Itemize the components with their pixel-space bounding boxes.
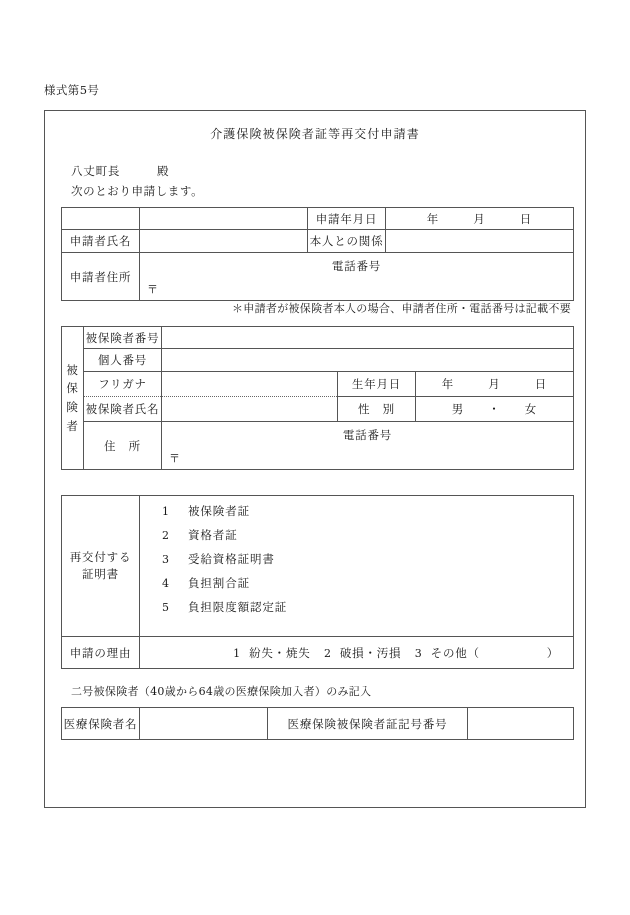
addressee-name: 八丈町長 xyxy=(71,164,121,178)
application-date-value[interactable] xyxy=(386,208,574,230)
applicant-table xyxy=(61,207,574,301)
reason-option-2-label[interactable]: 破損・汚損 xyxy=(339,645,402,660)
spacer-cell xyxy=(62,208,140,230)
certificate-label-line2: 証明書 xyxy=(82,567,119,581)
insured-vertical-label-text-2: 保 xyxy=(66,381,79,396)
furigana-input[interactable] xyxy=(162,372,338,397)
medical-card-number-label: 医療保険被保険者証記号番号 xyxy=(268,708,468,740)
personal-number-label: 個人番号 xyxy=(84,349,162,372)
birth-month-label: 月 xyxy=(488,377,501,391)
applicant-name-input[interactable] xyxy=(140,230,308,253)
spacer-cell xyxy=(140,208,308,230)
certificate-option-3[interactable] xyxy=(162,554,573,578)
lead-line: 次のとおり申請します。 xyxy=(71,184,204,198)
relationship-label: 本人との関係 xyxy=(308,230,386,253)
table-row xyxy=(62,349,574,372)
reason-option-3-number: 3 xyxy=(414,646,422,660)
table-row xyxy=(62,327,574,349)
gender-value[interactable] xyxy=(416,397,574,422)
certificate-option-1[interactable] xyxy=(162,506,573,530)
second-insured-note: 二号被保険者（40歳から64歳の医療保険加入者）のみ記入 xyxy=(71,685,372,698)
option-number: 3 xyxy=(162,553,169,566)
furigana-label: フリガナ xyxy=(84,372,162,397)
option-label: 受給資格証明書 xyxy=(188,552,275,566)
table-row xyxy=(62,253,574,301)
birth-day-label: 日 xyxy=(534,377,548,391)
insured-phone-label: 電話番号 xyxy=(342,427,393,442)
option-label: 負担限度額認定証 xyxy=(188,600,288,614)
option-label: 資格者証 xyxy=(188,528,238,542)
insured-number-label: 被保険者番号 xyxy=(84,327,162,349)
insured-number-boxes[interactable] xyxy=(162,327,574,349)
table-row xyxy=(62,230,574,253)
table-row xyxy=(62,637,574,669)
medical-insurer-name-input[interactable] xyxy=(140,708,268,740)
certificate-label-line1: 再交付する xyxy=(69,549,132,564)
table-row xyxy=(62,372,574,397)
option-number: 4 xyxy=(162,577,169,590)
date-year-label: 年 xyxy=(426,211,440,226)
insured-vertical-label xyxy=(62,327,84,470)
applicant-address-input[interactable] xyxy=(140,253,574,301)
form-id: 様式第5号 xyxy=(44,83,100,97)
certificate-label xyxy=(62,496,140,637)
reason-options[interactable] xyxy=(140,637,574,669)
applicant-phone-label: 電話番号 xyxy=(331,258,382,273)
gender-female-option[interactable]: 女 xyxy=(524,402,538,416)
addressee-honorific: 殿 xyxy=(157,164,170,178)
birth-year-label: 年 xyxy=(441,377,455,391)
insured-address-label: 住 所 xyxy=(84,422,162,470)
option-number: 5 xyxy=(162,601,169,614)
personal-number-boxes[interactable] xyxy=(162,349,574,372)
reason-option-1-number: 1 xyxy=(233,646,241,660)
date-month-label: 月 xyxy=(473,211,486,226)
certificate-options xyxy=(140,496,574,637)
reason-option-1-label[interactable]: 紛失・焼失 xyxy=(249,645,311,660)
certificate-option-4[interactable] xyxy=(162,578,573,602)
table-row xyxy=(62,208,574,230)
insured-vertical-label-text-1: 被 xyxy=(66,362,79,377)
insured-address-input[interactable] xyxy=(162,422,574,470)
medical-card-number-input[interactable] xyxy=(468,708,574,740)
addressee-line xyxy=(71,163,169,179)
option-label: 負担割合証 xyxy=(188,576,250,590)
document-frame xyxy=(44,110,586,808)
option-number: 2 xyxy=(162,529,169,542)
medical-insurance-table xyxy=(61,707,574,740)
table-row xyxy=(62,708,574,740)
medical-insurer-name-label: 医療保険者名 xyxy=(62,708,140,740)
gender-separator: ・ xyxy=(488,402,501,416)
table-row xyxy=(62,422,574,470)
gender-male-option[interactable]: 男 xyxy=(451,402,465,416)
date-day-label: 日 xyxy=(519,211,533,226)
birthdate-value[interactable] xyxy=(416,372,574,397)
option-label: 被保険者証 xyxy=(188,504,250,518)
certificate-option-list xyxy=(140,497,573,635)
application-date-label: 申請年月日 xyxy=(308,208,386,230)
certificate-option-5[interactable] xyxy=(162,602,573,626)
postal-mark-icon: 〒 xyxy=(147,282,158,296)
postal-mark-icon: 〒 xyxy=(169,451,180,465)
applicant-address-label: 申請者住所 xyxy=(62,253,140,301)
reason-option-3-label[interactable]: その他（ xyxy=(430,645,480,660)
certificate-option-2[interactable] xyxy=(162,530,573,554)
relationship-input[interactable] xyxy=(386,230,574,253)
option-number: 1 xyxy=(162,505,169,518)
reason-option-2-number: 2 xyxy=(323,646,331,660)
insured-table xyxy=(61,326,574,470)
applicant-note: ＊申請者が被保険者本人の場合、申請者住所・電話番号は記載不要 xyxy=(232,302,571,315)
applicant-name-label: 申請者氏名 xyxy=(62,230,140,253)
insured-name-input[interactable] xyxy=(162,397,338,422)
birthdate-label: 生年月日 xyxy=(338,372,416,397)
table-row xyxy=(62,496,574,637)
insured-vertical-label-text-4: 者 xyxy=(66,418,79,433)
gender-label: 性 別 xyxy=(338,397,416,422)
insured-name-label: 被保険者氏名 xyxy=(84,397,162,422)
reason-label: 申請の理由 xyxy=(62,637,140,669)
table-row xyxy=(62,397,574,422)
reason-paren-close: ） xyxy=(546,645,559,660)
certificate-table xyxy=(61,495,574,669)
insured-vertical-label-text-3: 険 xyxy=(66,400,79,414)
page-title: 介護保険被保険者証等再交付申請書 xyxy=(210,127,420,141)
